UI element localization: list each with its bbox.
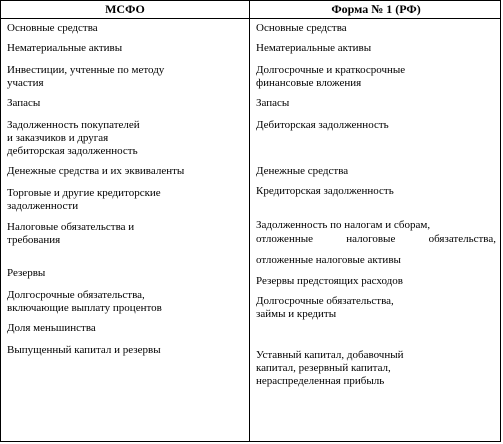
rf-row-intangible-assets: Нематериальные активы <box>256 42 372 54</box>
ifrs-row-inventories: Запасы <box>7 97 41 109</box>
column-divider <box>249 1 250 441</box>
ifrs-row-payables: Торговые и другие кредиторские задолженности <box>7 187 161 212</box>
rf-row-deferred-tax-assets: отложенные налоговые активы <box>256 254 401 266</box>
rf-row-capital-and-reserves: Уставный капитал, добавочный капитал, резервный капитал, нераспределенная прибыль <box>256 349 404 387</box>
ifrs-row-provisions: Резервы <box>7 267 46 279</box>
ifrs-row-receivables: Задолженность покупателей и заказчиков и другая дебиторская задолженность <box>7 119 140 157</box>
rf-row-tax-debts: Задолженность по налогам и сборам, <box>256 219 431 231</box>
ifrs-row-long-term-liabilities: Долгосрочные обязательства, включающие выплату процентов <box>7 289 162 314</box>
rf-row-future-expense-reserves: Резервы предстоящих расходов <box>256 275 403 287</box>
rf-row-receivables: Дебиторская задолженность <box>256 119 389 131</box>
ifrs-row-fixed-assets: Основные средства <box>7 22 98 34</box>
rf-row-cash: Денежные средства <box>256 165 349 177</box>
rf-row-deferred-tax-liabilities: отложенные налоговые обязательства, <box>256 233 496 245</box>
rf-row-long-term-loans: Долгосрочные обязательства, займы и кредиты <box>256 295 394 320</box>
ifrs-row-minority-interest: Доля меньшинства <box>7 322 96 334</box>
ifrs-row-cash: Денежные средства и их эквиваленты <box>7 165 185 177</box>
ifrs-row-equity-method-investments: Инвестиции, учтенные по методу участия <box>7 64 165 89</box>
ifrs-row-tax-liabilities: Налоговые обязательства и требования <box>7 221 135 246</box>
header-rf-form1: Форма № 1 (РФ) <box>331 2 421 16</box>
ifrs-row-issued-capital: Выпущенный капитал и резервы <box>7 344 161 356</box>
rf-row-financial-investments: Долгосрочные и краткосрочные финансовые вложения <box>256 64 406 89</box>
rf-row-inventories: Запасы <box>256 97 290 109</box>
header-rule <box>1 18 500 19</box>
rf-row-payables: Кредиторская задолженность <box>256 185 394 197</box>
header-ifrs: МСФО <box>105 2 145 16</box>
rf-row-fixed-assets: Основные средства <box>256 22 347 34</box>
ifrs-row-intangible-assets: Нематериальные активы <box>7 42 123 54</box>
